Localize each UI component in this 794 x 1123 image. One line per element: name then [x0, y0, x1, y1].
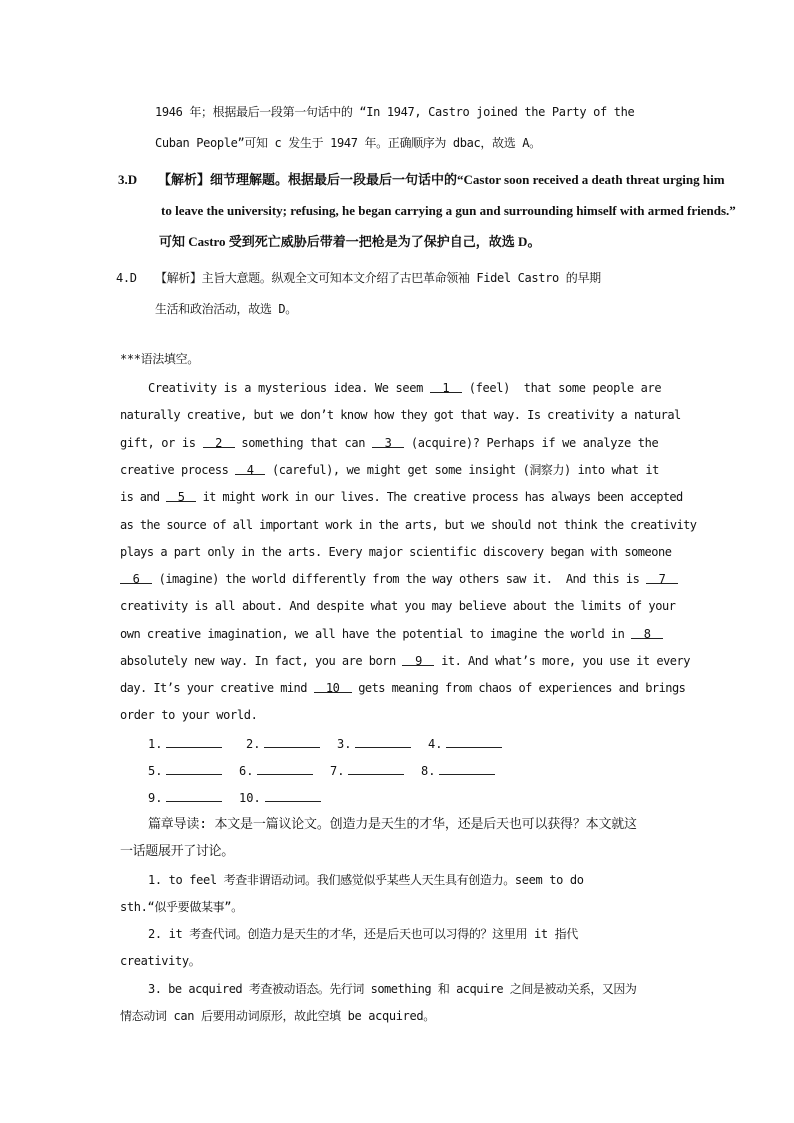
answer-slot-2: 2.: [246, 734, 320, 754]
answer-slot-1: 1.: [148, 734, 222, 754]
answer-line: [166, 788, 222, 802]
q4-explanation-line1: 【解析】主旨大意题。纵观全文可知本文介绍了古巴革命领袖 Fidel Castro 的早期: [155, 271, 601, 285]
passage-line-12: day. It’s your creative mind 10 gets meaning from chaos of experiences and brings: [120, 678, 685, 698]
blank-3: 3: [372, 433, 404, 448]
blank-8: 8: [631, 624, 663, 639]
answer-slot-7: 7.: [330, 761, 404, 781]
passage-line-13: order to your world.: [120, 708, 258, 722]
explanation-3-line2: 情态动词 can 后要用动词原形，故此空填 be acquired。: [120, 1009, 435, 1023]
passage-line-4: creative process 4 (careful), we might get some insight (洞察力) into what it: [120, 460, 659, 480]
passage-line-3: gift, or is 2 something that can 3 (acquire)? Perhaps if we analyze the: [120, 433, 658, 453]
answer-line: [355, 734, 411, 748]
passage-line-6: as the source of all important work in the arts, but we should not think the creativity: [120, 518, 697, 532]
section-heading: ***语法填空。: [120, 352, 199, 366]
q2-explanation-line2: Cuban People”可知 c 发生于 1947 年。正确顺序为 dbac，故选 A。: [155, 136, 541, 150]
passage-line-5: is and 5 it might work in our lives. The creative process has always been accepted: [120, 487, 683, 507]
explanation-1-line2: sth.“似乎要做某事”。: [120, 900, 243, 914]
q3-explanation-line2: to leave the university; refusing, he began carrying a gun and surrounding himself with armed friends.”: [161, 203, 736, 218]
guide-intro-line2: 一话题展开了讨论。: [120, 844, 234, 859]
answer-slot-10: 10.: [239, 788, 321, 808]
answer-slot-9: 9.: [148, 788, 222, 808]
blank-7: 7: [646, 569, 678, 584]
passage-line-9: creativity is all about. And despite what you may believe about the limits of your: [120, 599, 676, 613]
answer-slot-3: 3.: [337, 734, 411, 754]
answer-line: [166, 734, 222, 748]
passage-line-1: Creativity is a mysterious idea. We seem 1 (feel) that some people are: [148, 378, 661, 398]
passage-line-11: absolutely new way. In fact, you are born 9 it. And what’s more, you use it every: [120, 651, 690, 671]
blank-4: 4: [235, 460, 265, 475]
passage-line-2: naturally creative, but we don’t know how they got that way. Is creativity a natural: [120, 408, 681, 422]
q3-explanation-line3: 可知 Castro 受到死亡威胁后带着一把枪是为了保护自己，故选 D。: [159, 234, 541, 249]
blank-1: 1: [430, 378, 462, 393]
passage-line-8: 6 (imagine) the world differently from the way others saw it. And this is 7: [120, 569, 678, 589]
q4-number: 4.D: [116, 271, 137, 285]
q3-number: 3.D: [118, 172, 138, 187]
answer-slot-4: 4.: [428, 734, 502, 754]
blank-10: 10: [314, 678, 352, 693]
answer-line: [166, 761, 222, 775]
passage-line-7: plays a part only in the arts. Every major scientific discovery began with someone: [120, 545, 672, 559]
q4-explanation-line2: 生活和政治活动，故选 D。: [155, 302, 297, 316]
answer-line: [257, 761, 313, 775]
guide-intro-line1: 篇章导读: 本文是一篇议论文。创造力是天生的才华，还是后天也可以获得？本文就这: [148, 817, 637, 832]
passage-line-10: own creative imagination, we all have the potential to imagine the world in 8: [120, 624, 663, 644]
blank-5: 5: [166, 487, 196, 502]
answer-line: [446, 734, 502, 748]
answer-slot-6: 6.: [239, 761, 313, 781]
answer-line: [264, 734, 320, 748]
answer-line: [348, 761, 404, 775]
explanation-1-line1: 1. to feel 考查非谓语动词。我们感觉似乎某些人天生具有创造力。seem to do: [148, 873, 584, 887]
answer-slot-8: 8.: [421, 761, 495, 781]
blank-9: 9: [402, 651, 434, 666]
explanation-3-line1: 3. be acquired 考查被动语态。先行词 something 和 acquire 之间是被动关系，又因为: [148, 982, 637, 996]
q3-explanation-line1: 【解析】细节理解题。根据最后一段最后一句话中的“Castor soon received a death threat urging him: [158, 172, 725, 187]
answer-slot-5: 5.: [148, 761, 222, 781]
answer-line: [265, 788, 321, 802]
blank-2: 2: [203, 433, 235, 448]
explanation-2-line1: 2. it 考查代词。创造力是天生的才华，还是后天也可以习得的？这里用 it 指代: [148, 927, 578, 941]
q2-explanation-line1: 1946 年；根据最后一段第一句话中的 “In 1947, Castro joined the Party of the: [155, 105, 635, 119]
explanation-2-line2: creativity。: [120, 954, 201, 968]
answer-line: [439, 761, 495, 775]
blank-6: 6: [120, 569, 152, 584]
